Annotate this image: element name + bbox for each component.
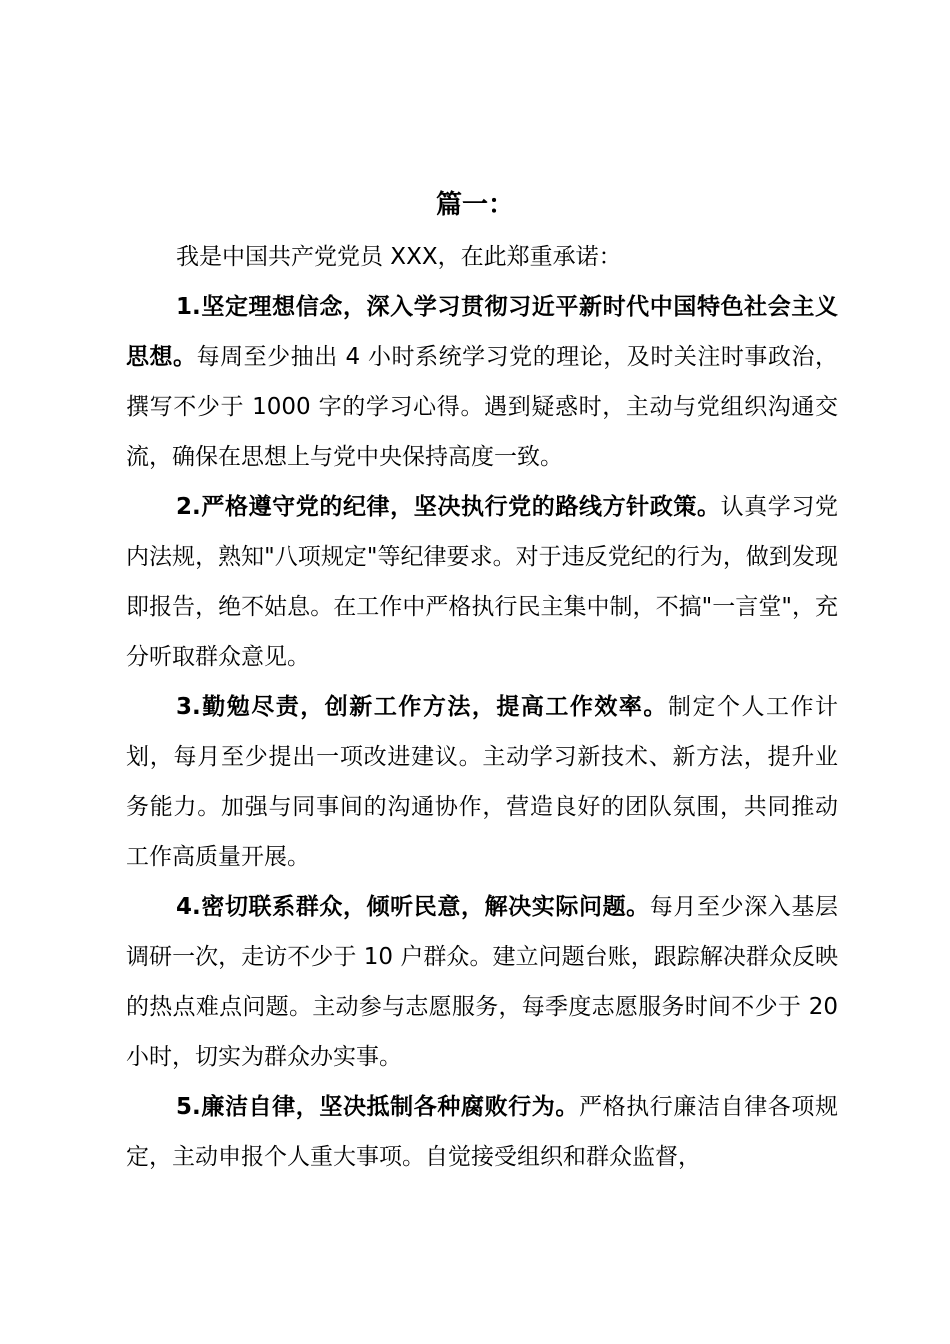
commitment-heading: 5.廉洁自律，坚决抵制各种腐败行为。 (176, 1094, 579, 1120)
commitment-heading: 3.勤勉尽责，创新工作方法，提高工作效率。 (176, 694, 668, 720)
commitment-heading: 4.密切联系群众，倾听民意，解决实际问题。 (176, 894, 650, 920)
commitment-text: 每月至少深入基层调研一次，走访不少于 10 户群众。建立问题台账，跟踪解决群众反映的热点难点问题。主动参与志愿服务，每季度志愿服务时间不少于 20 小时，切实为群众办实事。 (126, 894, 838, 1070)
commitment-heading: 1.坚定理想信念，深入学习贯彻习近平新时代中国特色社会主义思想。 (126, 294, 838, 370)
commitment-text: 制定个人工作计划，每月至少提出一项改进建议。主动学习新技术、新方法，提升业务能力。加强与同事间的沟通协作，营造良好的团队氛围，共同推动工作高质量开展。 (126, 694, 838, 870)
commitment-item-1 (126, 282, 838, 482)
commitment-item-4 (126, 882, 838, 1082)
intro-paragraph: 我是中国共产党党员 XXX，在此郑重承诺： (176, 244, 622, 270)
commitment-text: 严格执行廉洁自律各项规定，主动申报个人重大事项。自觉接受组织和群众监督， (126, 1094, 839, 1170)
commitment-item-5 (126, 1082, 838, 1182)
document-title: 篇一： (435, 190, 514, 220)
commitment-heading: 2.严格遵守党的纪律，坚决执行党的路线方针政策。 (176, 494, 721, 520)
document-body (126, 232, 838, 1182)
commitment-text: 每周至少抽出 4 小时系统学习党的理论，及时关注时事政治，撰写不少于 1000 字的学习心得。遇到疑惑时，主动与党组织沟通交流，确保在思想上与党中央保持高度一致。 (126, 344, 838, 470)
commitment-text: 认真学习党内法规，熟知"八项规定"等纪律要求。对于违反党纪的行为，做到发现即报告，绝不姑息。在工作中严格执行民主集中制，不搞"一言堂"，充分听取群众意见。 (126, 494, 839, 670)
commitment-item-2 (126, 482, 838, 682)
commitment-item-3 (126, 682, 838, 882)
